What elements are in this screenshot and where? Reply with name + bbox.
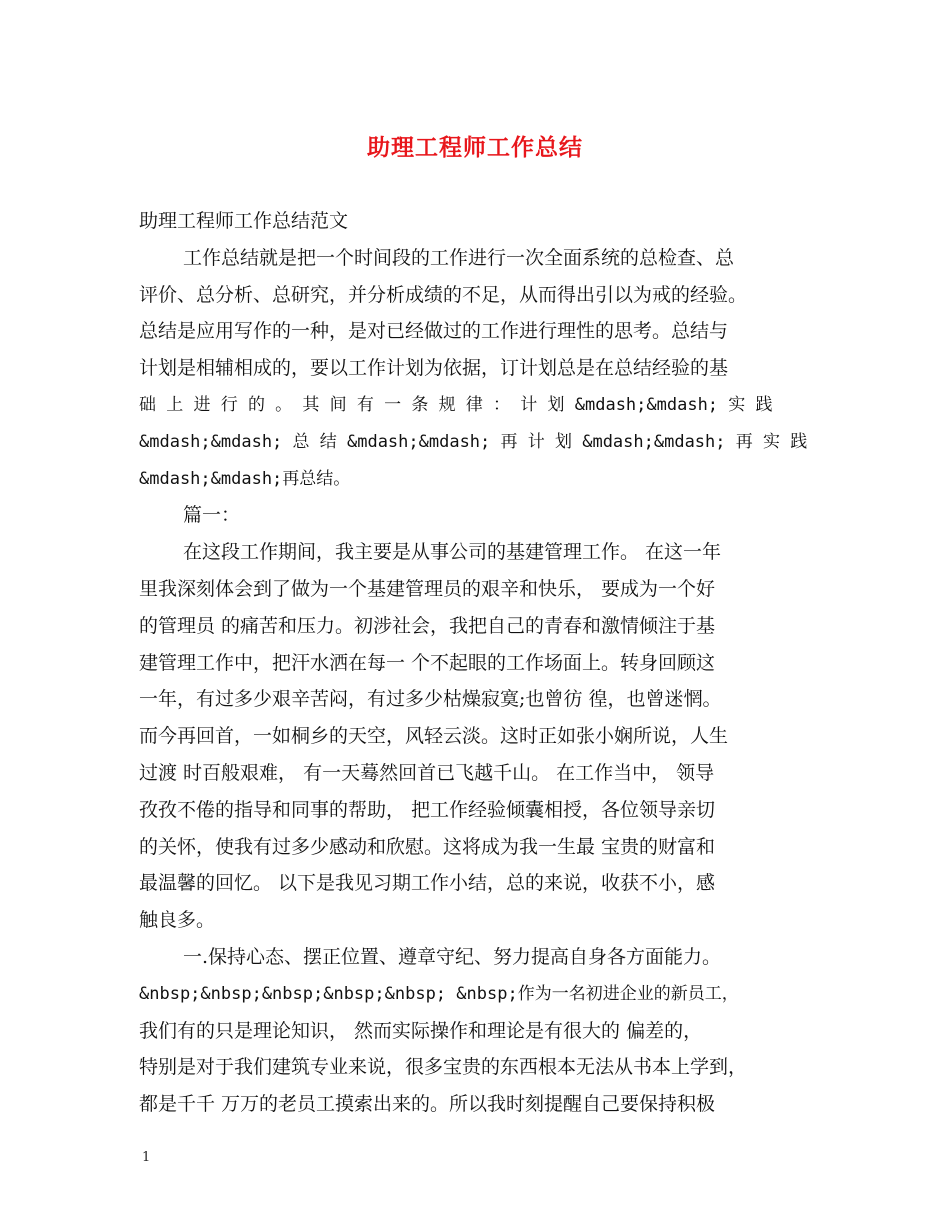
- paragraph-line: 一年，有过多少艰辛苦闷，有过多少枯燥寂寞;也曾彷 徨，也曾迷惘。: [139, 688, 722, 711]
- paragraph-line: 触良多。: [139, 909, 216, 932]
- paragraph-line: 里我深刻体会到了做为一个基建管理员的艰辛和快乐， 要成为一个好: [139, 577, 716, 600]
- paragraph-line: 孜孜不倦的指导和同事的帮助， 把工作经验倾囊相授，各位领导亲切: [139, 798, 716, 821]
- paragraph-line: &nbsp;&nbsp;&nbsp;&nbsp;&nbsp; &nbsp;作为一名初进企业的新员工，: [139, 983, 739, 1004]
- paragraph-line: 的关怀，使我有过多少感动和欣慰。这将成为我一生最 宝贵的财富和: [139, 835, 716, 858]
- paragraph-line: 都是千千 万万的老员工摸索出来的。所以我时刻提醒自己要保持积极: [139, 1093, 716, 1116]
- paragraph-line: 总结是应用写作的一种，是对已经做过的工作进行理性的思考。总结与: [139, 320, 729, 343]
- paragraph-line: 础 上 进 行 的 。 其 间 有 一 条 规 律 ： 计 划 &mdash;&mdash; 实 践: [139, 394, 773, 415]
- paragraph-line: 而今再回首，一如桐乡的天空，风轻云淡。这时正如张小娴所说，人生: [139, 725, 729, 748]
- paragraph-line: 过渡 时百般艰难， 有一天蓦然回首已飞越千山。 在工作当中， 领导: [139, 761, 715, 784]
- paragraph-line: 计划是相辅相成的，要以工作计划为依据，订计划总是在总结经验的基: [139, 357, 729, 380]
- paragraph-line: 特别是对于我们建筑专业来说，很多宝贵的东西根本无法从书本上学到，: [139, 1056, 748, 1079]
- section-heading: 一.保持心态、摆正位置、遵章守纪、努力提高自身各方面能力。: [183, 945, 722, 968]
- paragraph-line: 我们有的只是理论知识， 然而实际操作和理论是有很大的 偏差的，: [139, 1019, 703, 1042]
- page-number: 1: [142, 1150, 151, 1165]
- paragraph-line: 工作总结就是把一个时间段的工作进行一次全面系统的总检查、总: [183, 246, 735, 269]
- paragraph-line: &mdash;&mdash; 总 结 &mdash;&mdash; 再 计 划 &mdash;&mdash; 再 实 践: [139, 431, 808, 452]
- paragraph-line: 的管理员 的痛苦和压力。初涉社会，我把自己的青春和激情倾注于基: [139, 614, 716, 637]
- paragraph-line: 评价、总分析、总研究，并分析成绩的不足，从而得出引以为戒的经验。: [139, 283, 748, 306]
- paragraph-line: 在这段工作期间，我主要是从事公司的基建管理工作。 在这一年: [183, 541, 722, 564]
- paragraph-line: &mdash;&mdash;再总结。: [139, 468, 351, 489]
- paragraph-line: 建管理工作中，把汗水洒在每一 个不起眼的工作场面上。转身回顾这: [139, 651, 716, 674]
- document-title: 助理工程师工作总结: [367, 134, 583, 161]
- subtitle-line: 助理工程师工作总结范文: [139, 210, 349, 232]
- document-body: [139, 203, 819, 1123]
- paragraph-line: 最温馨的回忆。 以下是我见习期工作小结，总的来说，收获不小，感: [139, 872, 716, 895]
- section-heading: 篇一：: [183, 504, 241, 527]
